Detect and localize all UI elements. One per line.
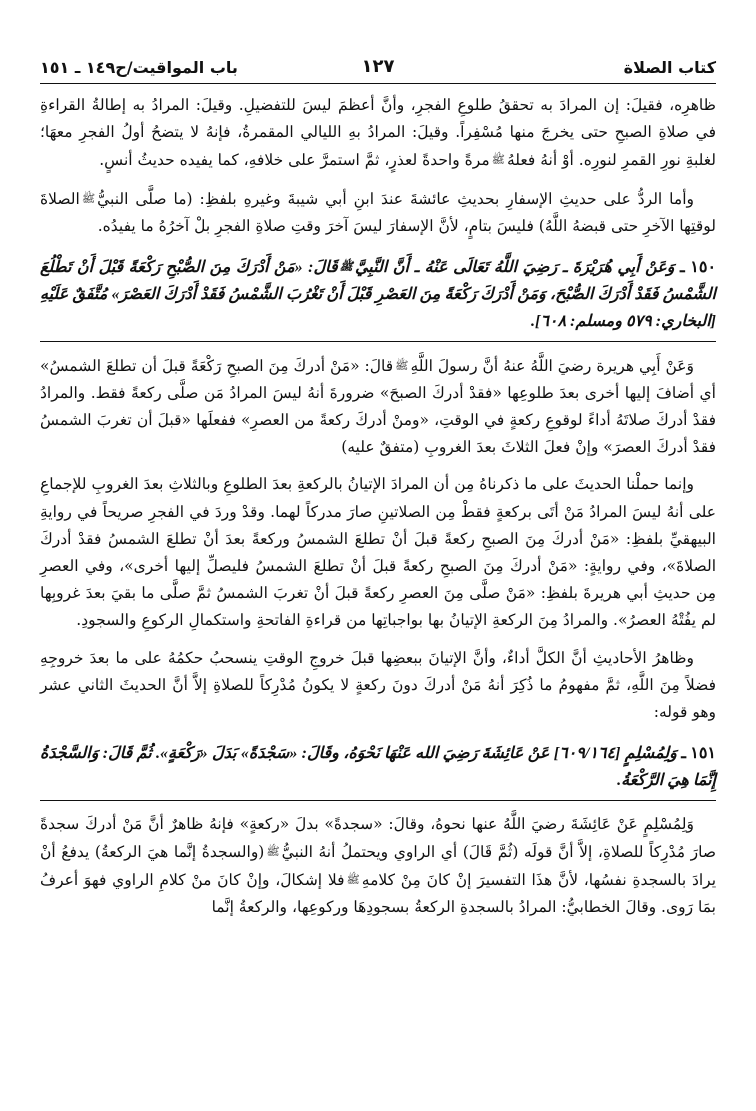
page-header [40,52,716,82]
text: مرةً واحدةً لعذرٍ، ثمَّ استمرَّ على خلافهِ، كما يفيده حديثُ أنسٍ. [99,151,490,170]
text: ظاهرِه، فقيلَ: إن المرادَ به تحققُ طلوعِ الفجرِ، وأنَّ أعظمَ ليسَ للتفضيلِ. وقيلَ: المرادُ به إطالةُ القراءةِ في صلاةِ الصبحِ حتى يخرجَ منها مُسْفِراً. وقيلَ: المرادُ بهِ الليالي المقمرةُ، فإنهُ لا يتضحُ أولُ الفجرِ معهَا؛ لغلبةِ نورِ القمرِ لنورِه. أوْ أنهُ فعلهُ [40,96,716,170]
paragraph [40,352,716,462]
salla-mark: ﷺ [491,153,505,167]
text: وظاهرُ الأحاديثِ أنَّ الكلَّ أداءٌ، وأنَّ الإتيانَ ببعضِها قبلَ خروجِ الوقتِ ينسحبُ حكمُهُ على ما بعدَ خروجِهِ فضلاً مِنَ اللَّهِ، ثمَّ مفهومُ ما ذُكِرَ أنهُ مَنْ أدركَ دونَ ركعةٍ لا يكونُ مُدْرِكاً للصلاةِ إلاَّ أنَّ الحديثَ الثاني عشر وهو قوله: [40,648,716,722]
salla-mark: ﷺ [81,191,96,205]
text: وَلِمُسْلِمٍ عَنْ عَائِشَةَ رضيَ اللَّهُ عنها نحوهُ، وقالَ: «سجدةً» بدلَ «ركعةٍ» فإنهُ ظاهرٌ أنَّ مَنْ أدركَ سجدةً صارَ مُدْرِكاً للصلاةِ، إلاَّ أنَّ قولَه (ثُمَّ قَالَ) أي الراوي ويحتملُ أنهُ النبيُّ [40,814,716,861]
salla-mark: ﷺ [266,844,280,858]
hadith-number: ١٥١ ـ [681,745,717,763]
paragraph [40,471,716,634]
text: وإنما حملْنا الحديثَ على ما ذكرناهُ مِن أن المرادَ الإتيانُ بالركعةِ بعدَ الطلوعِ وبالثلاثِ بعدَ الغروبِ للإجماعِ على أنهُ ليسَ المرادُ مَنْ أتَى بركعةٍ فقطْ مِن الصلاتينِ صارَ مدركاً لهما. وقدْ وردَ في الفجرِ صريحاً في روايةِ البيهقيِّ بلفظِ: «مَنْ أدركَ مِنَ الصبحِ ركعةً قبلَ أنْ تطلعَ الشمسُ وركعةً بعدَ أنْ تطلعَ الشمسُ فقدْ أدركَ الصلاةَ»، وفي روايةٍ: «مَنْ أدركَ مِنَ الصبحِ ركعةً قبلَ أنْ تطلعَ الشمسُ فليصلِّ إليها أخرى»، وفي العصرِ مِن حديثِ أبي هريرةَ بلفظِ: «مَنْ صلَّى مِنَ العصرِ ركعةً قبلَ أنْ تغربَ الشمسُ ثمَّ صلَّى ما بقيَ بعدَ غروبِها لم يفُتْهُ العصرُ». والمرادُ مِنَ الركعةِ الإتيانُ بها بواجباتِها من قراءةِ الفاتحةِ واستكمالِ الركوعِ والسجودِ. [40,475,716,630]
paragraph [40,92,716,175]
text: قالَ: «مَنْ أدركَ مِنَ الصبحِ رَكْعَةً قبلَ أن تطلعَ الشمسُ» أي أضافَ إليها أخرى بعدَ طلوعِها «فقدْ أدركَ الصبحَ» ضرورةَ أنهُ ليسَ المرادُ مَن صلَّى ركعةً فقط. والمرادُ فقدْ أدركَ صلاتَهُ أداءً لوقوعِ ركعةٍ في الوقتِ، «ومنْ أدركَ ركعةً من العصرِ» ففعلَها «قبلَ أن تغربَ الشمسُ فقدْ أدركَ العصرَ» وإنْ فعلَ الثلاثَ بعدَ الغروبِ (متفقٌ عليه) [40,356,716,457]
text: الصلاةَ لوقتِها الآخرِ حتى قبضهُ اللَّهُ) فليسَ بتامٍ، لأنَّ الإسفارَ ليسَ آخرَ وقتِ صلاةِ الفجرِ بلْ آخرُهُ ما يفيدُه. [40,189,716,235]
hadith-text: وَلِمُسْلِمٍ [٦٠٩/١٦٤] عَنْ عَائِشَةَ رَضِيَ الله عَنْهَا نَحْوَهُ، وقَالَ: «سَجْدَةً» بَدَلَ «رَكْعَةٍ». ثُمَّ قَالَ: وَالسَّجْدَةُ إِنَّمَا هِيَ الرَّكْعَةُ. [40,745,716,790]
hadith-text: وَعَنْ أَبِي هُرَيْرَةَ ـ رَضِيَ اللَّهُ تَعَالَى عَنْهُ ـ أَنَّ النَّبِيَّ [354,259,675,277]
text: وَعَنْ أَبِي هريرة رضيَ اللَّهُ عنهُ أنَّ رسولَ اللَّهِ [410,356,695,375]
salla-mark: ﷺ [346,873,360,887]
chapter-title: باب المواقيت/ح١٤٩ ـ ١٥١ [40,58,238,77]
page-body [40,92,716,921]
book-title: كتاب الصلاة [623,58,716,77]
hadith-150 [40,250,716,342]
hadith-text: قَالَ: «مَنْ أَدْرَكَ مِنَ الصُّبْحِ رَكْعَةً قَبْلَ أَنْ تَطْلُعَ الشَّمْسُ فَقَدْ أَدْرَكَ الصُّبْحَ، وَمَنْ أَدْرَكَ رَكْعَةً مِنَ العَصْرِ قَبْلَ أَنْ تَغْرُبَ الشَّمْسُ فَقَدْ أَدْرَكَ العَصْرَ» مُتَّفَقٌ عَلَيْهِ [البخاري: ٥٧٩ ومسلم: ٦٠٨]. [40,259,716,331]
paragraph [40,645,716,727]
paragraph [40,185,716,240]
header-rule [40,83,716,84]
text: (والسجدةُ إنَّما هيَ الركعةُ) يدفعُ أنْ يرادَ بالسجدةِ نفسُها، لأنَّ هذَا التفسيرَ إنْ كانَ مِنْ كلامهِ [40,842,717,890]
paragraph [40,811,716,922]
hadith-number: ١٥٠ ـ [680,259,717,277]
salla-mark: ﷺ [395,358,409,372]
hadith-151 [40,736,716,800]
text: فلا إشكالَ، وإنْ كانَ منْ كلامِ الراوي فهوَ أعرفُ بمَا رَوى. وقالَ الخطابيُّ: المرادُ بالسجدةِ الركعةُ بسجودِهَا وركوعِها، والركعةُ إنَّما [40,871,716,917]
salla-mark: ﷺ [339,261,353,274]
text: وأما الردُّ على حديثِ الإسفارِ بحديثِ عائشةَ عندَ ابنِ أبي شيبةَ وغيرهِ بلفظِ: (ما صلَّى النبيُّ [97,189,694,208]
page-number: ١٢٧ [361,56,395,77]
